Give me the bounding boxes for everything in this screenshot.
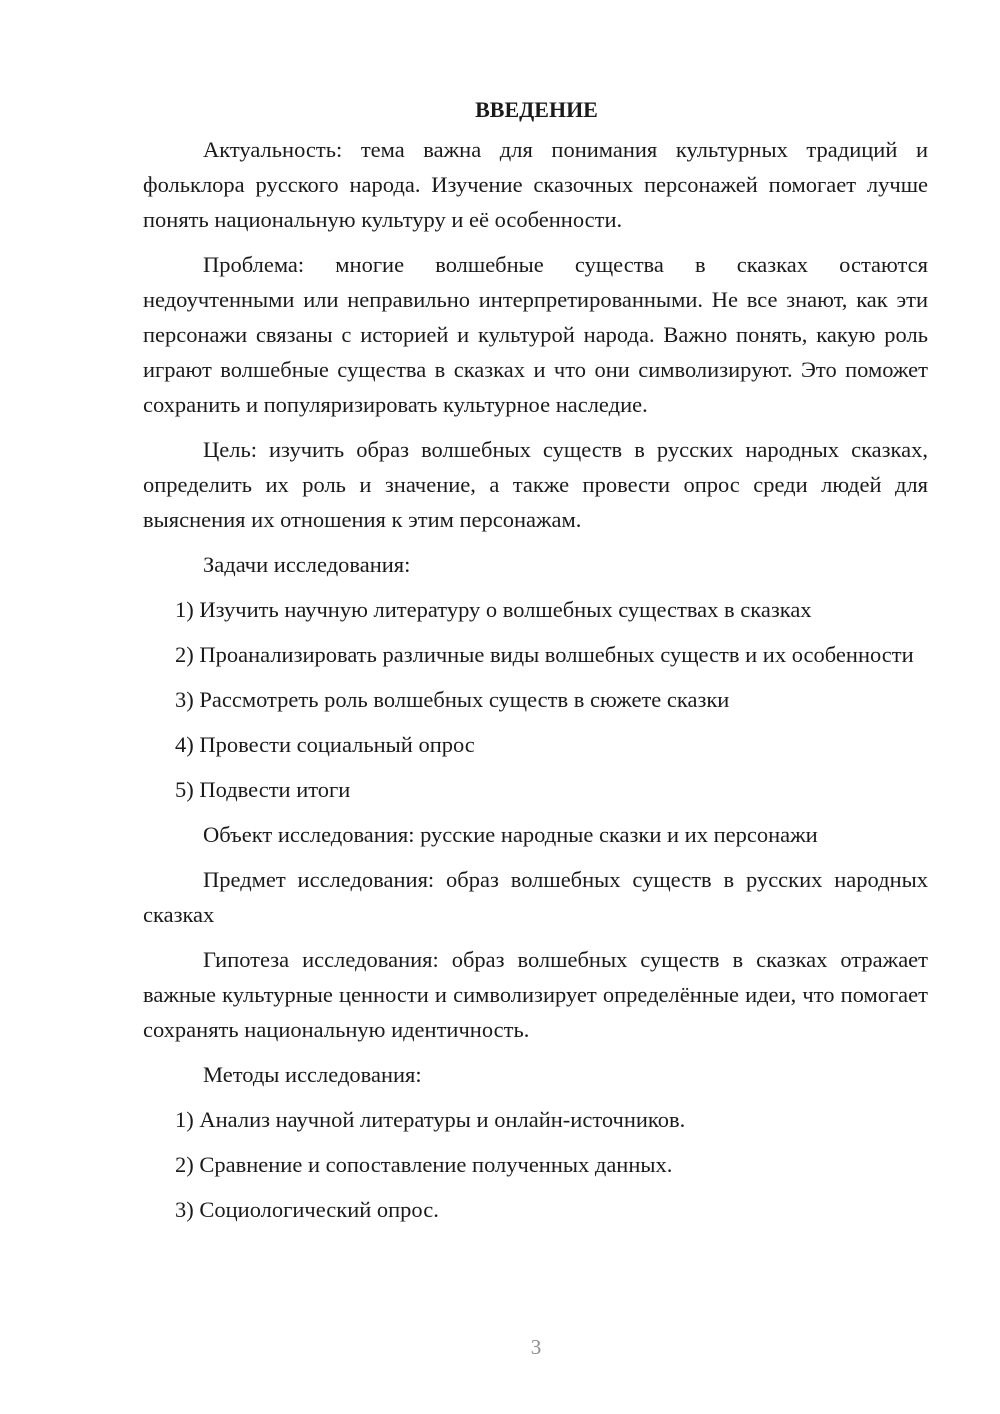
- task-item: 1) Изучить научную литературу о волшебных существах в сказках: [175, 597, 812, 622]
- subject-paragraph: Предмет исследования: образ волшебных существ в русских народных сказках: [143, 867, 928, 927]
- relevance-paragraph: Актуальность: тема важна для понимания культурных традиций и фольклора русского народа. Изучение сказочных персонажей помогает лучше понять национальную культуру и её особенности.: [143, 137, 928, 232]
- method-item: 1) Анализ научной литературы и онлайн-источников.: [175, 1107, 686, 1132]
- tasks-heading: Задачи исследования:: [203, 552, 411, 577]
- task-item: 3) Рассмотреть роль волшебных существ в сюжете сказки: [175, 687, 730, 712]
- hypothesis-paragraph: Гипотеза исследования: образ волшебных существ в сказках отражает важные культурные ценности и символизирует определённые идеи, что помогает сохранять национальную идентичность.: [143, 947, 928, 1042]
- goal-paragraph: Цель: изучить образ волшебных существ в русских народных сказках, определить их роль и значение, а также провести опрос среди людей для выяснения их отношения к этим персонажам.: [143, 437, 928, 532]
- task-item: 5) Подвести итоги: [175, 777, 351, 802]
- methods-heading: Методы исследования:: [203, 1062, 422, 1087]
- section-heading: ВВЕДЕНИЕ: [475, 97, 598, 122]
- object-paragraph: Объект исследования: русские народные сказки и их персонажи: [203, 822, 818, 847]
- problem-paragraph: Проблема: многие волшебные существа в сказках остаются недоучтенными или неправильно интерпретированными. Не все знают, как эти персонажи связаны с историей и культурой народа. Важно понять, какую роль играют волшебные существа в сказках и что они символизируют. Это поможет сохранить и популяризировать культурное наследие.: [143, 252, 928, 417]
- task-item: 2) Проанализировать различные виды волшебных существ и их особенности: [175, 642, 914, 667]
- page-number: 3: [530, 1335, 542, 1359]
- task-item: 4) Провести социальный опрос: [175, 732, 475, 757]
- method-item: 3) Социологический опрос.: [175, 1197, 439, 1222]
- method-item: 2) Сравнение и сопоставление полученных данных.: [175, 1152, 673, 1177]
- document-page: [143, 92, 928, 1227]
